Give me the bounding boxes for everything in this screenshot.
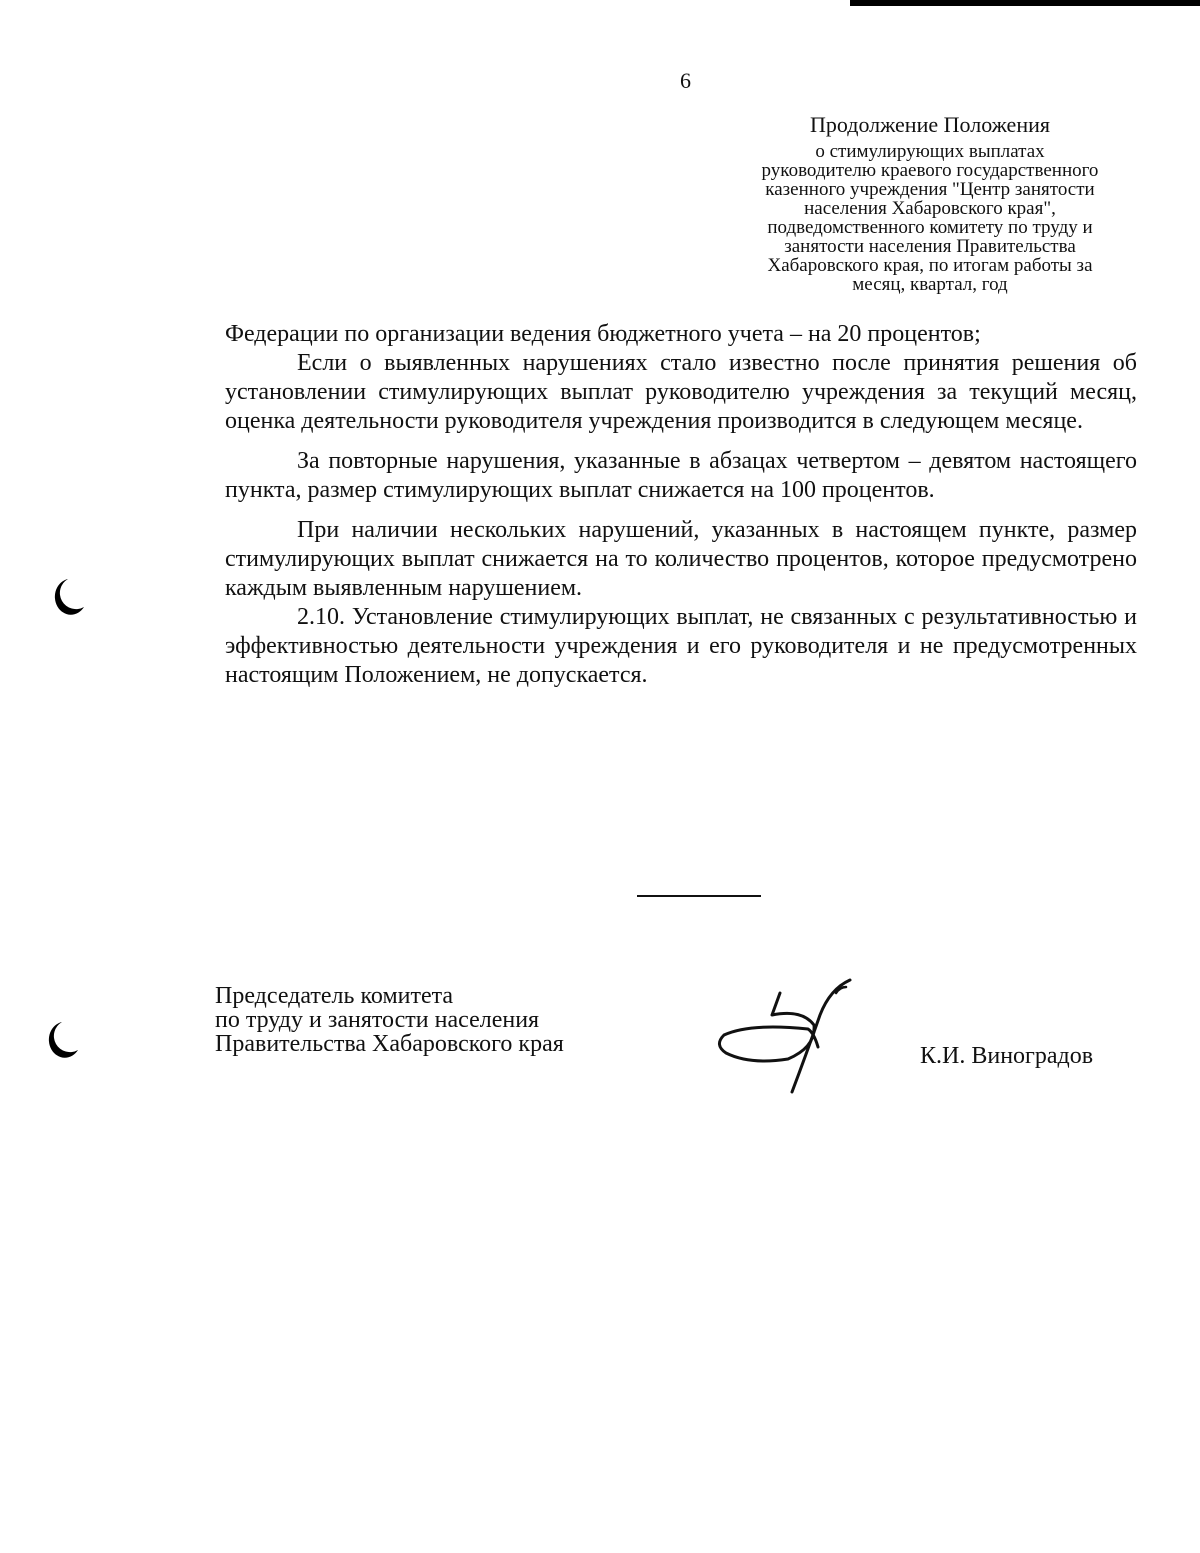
separator-line [637, 895, 761, 897]
header-line: руководителю краевого государственного [761, 160, 1099, 181]
scan-edge-mark [850, 0, 1200, 6]
body-paragraph: 2.10. Установление стимулирующих выплат, не связанных с результативностью и эффективностью деятельности учреждения и его руководителя и не предусмотренных настоящим Положением, не допускается. [225, 604, 1137, 688]
handwritten-signature [710, 975, 870, 1100]
document-body [225, 320, 1137, 690]
body-paragraph: При наличии нескольких нарушений, указанных в настоящем пункте, размер стимулирующих выплат снижается на то количество процентов, которое предусмотрено каждым выявленным нарушением. [225, 517, 1137, 601]
body-paragraph: Если о выявленных нарушениях стало известно после принятия решения об установлении стимулирующих выплат руководителю учреждения за текущий месяц, оценка деятельности руководителя учреждения производится в следующем месяце. [225, 350, 1137, 434]
binder-hole-mark [54, 577, 84, 617]
signatory-name: К.И. Виноградов [920, 1043, 1094, 1069]
body-paragraph: Федерации по организации ведения бюджетного учета – на 20 процентов; [225, 321, 981, 347]
header-title: Продолжение Положения [810, 112, 1050, 137]
body-paragraph: За повторные нарушения, указанные в абзацах четвертом – девятом настоящего пункта, размер стимулирующих выплат снижается на 100 процентов. [225, 448, 1137, 503]
header-line: о стимулирующих выплатах [815, 141, 1045, 162]
signatory-position-line: по труду и занятости населения [215, 1007, 540, 1033]
document-header [700, 112, 1160, 294]
header-line: населения Хабаровского края", [804, 198, 1056, 219]
signatory-position-line: Правительства Хабаровского края [215, 1031, 564, 1057]
header-line: казенного учреждения "Центр занятости [765, 179, 1095, 200]
signatory-position [215, 984, 564, 1056]
page-number: 6 [680, 68, 691, 93]
binder-hole-mark [48, 1020, 78, 1060]
header-line: Хабаровского края, по итогам работы за [767, 255, 1093, 276]
header-line: подведомственного комитету по труду и [767, 217, 1093, 238]
header-line: занятости населения Правительства [784, 236, 1076, 257]
signatory-position-line: Председатель комитета [215, 983, 454, 1009]
header-line: месяц, квартал, год [852, 274, 1008, 295]
